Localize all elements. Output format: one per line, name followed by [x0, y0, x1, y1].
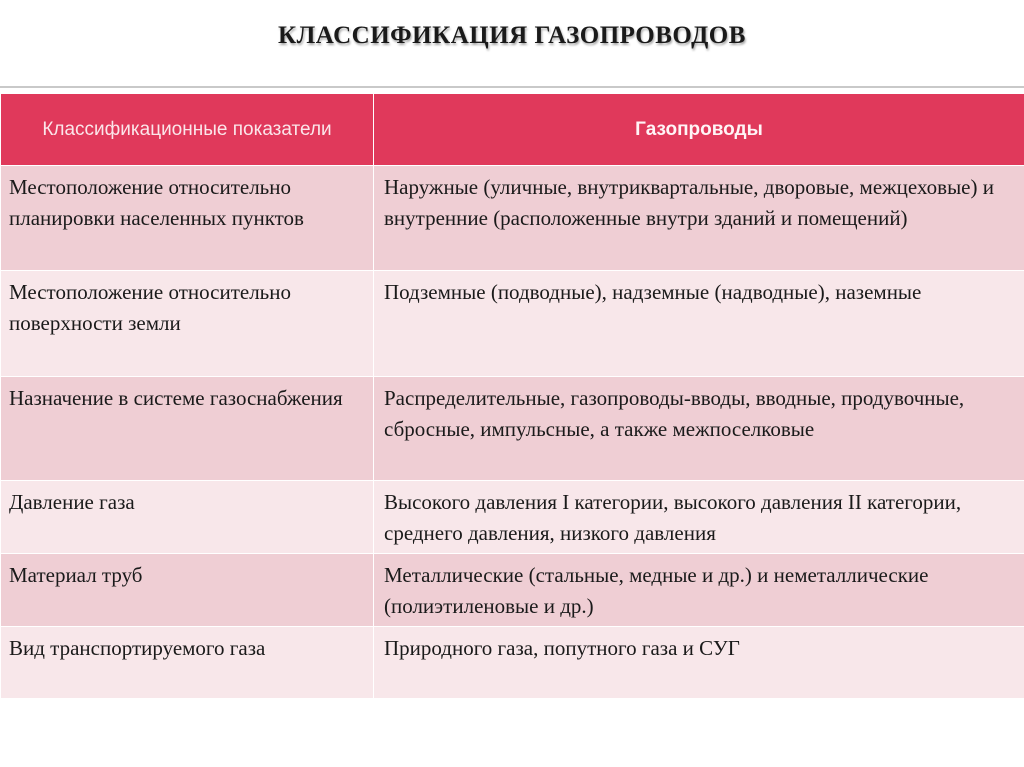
table-row [1, 377, 1024, 481]
pipelines-cell: Природного газа, попутного газа и СУГ [374, 627, 1024, 699]
indicator-cell: Давление газа [1, 481, 374, 554]
indicator-cell: Материал труб [1, 554, 374, 627]
page-title: КЛАССИФИКАЦИЯ ГАЗОПРОВОДОВ [278, 22, 746, 49]
indicator-cell: Назначение в системе газоснабжения [1, 377, 374, 481]
header-pipelines: Газопроводы [374, 94, 1024, 166]
pipelines-cell: Металлические (стальные, медные и др.) и неметаллические (полиэтиленовые и др.) [374, 554, 1024, 627]
classification-table [0, 93, 1024, 699]
table-row [1, 554, 1024, 627]
table-row [1, 481, 1024, 554]
header-indicators: Классификационные показатели [1, 94, 374, 166]
table-row [1, 166, 1024, 271]
pipelines-cell: Высокого давления I категории, высокого давления II категории, среднего давления, низкого давления [374, 481, 1024, 554]
indicator-cell: Вид транспортируемого газа [1, 627, 374, 699]
table-header-row [1, 94, 1024, 166]
table-row [1, 627, 1024, 699]
indicator-cell: Местоположение относительно поверхности земли [1, 271, 374, 377]
indicator-cell: Местоположение относительно планировки населенных пунктов [1, 166, 374, 271]
title-divider [0, 86, 1024, 88]
pipelines-cell: Наружные (уличные, внутриквартальные, дворовые, межцеховые) и внутренние (расположенные внутри зданий и помещений) [374, 166, 1024, 271]
pipelines-cell: Подземные (подводные), надземные (надводные), наземные [374, 271, 1024, 377]
pipelines-cell: Распределительные, газопроводы-вводы, вводные, продувочные, сбросные, импульсные, а также межпоселковые [374, 377, 1024, 481]
table-row [1, 271, 1024, 377]
